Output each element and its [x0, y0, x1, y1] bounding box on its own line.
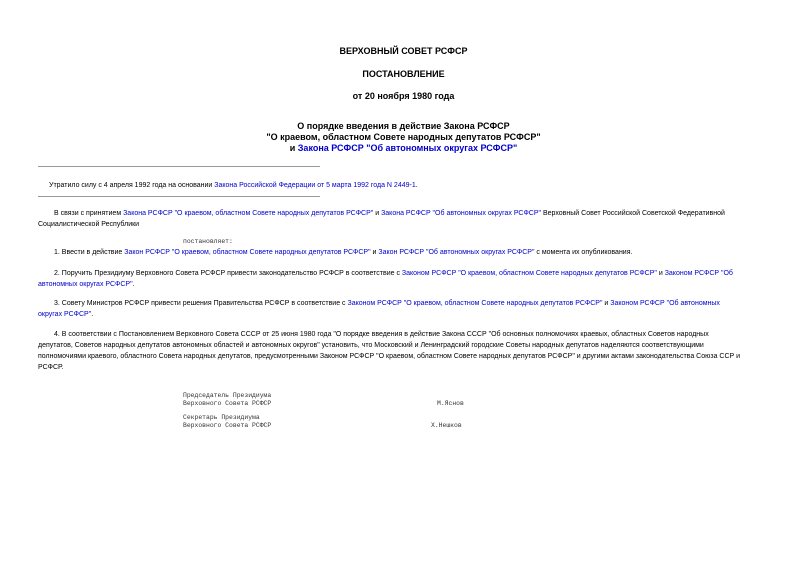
item-3-law-link-2-cont[interactable]: округах РСФСР" — [38, 311, 92, 318]
item-4-line2: депутатов, Советов народных депутатов автономных областей и автономных округов" установить, что Московский и Ленинградский городские Советы народных депутатов наделяются соответствующими — [38, 342, 704, 349]
item-2-and: и — [656, 270, 665, 277]
item-3-law-link-2[interactable]: Законом РСФСР "Об автономных — [610, 300, 720, 307]
item-1-text-end: с момента их опубликования. — [534, 249, 633, 256]
item-2-text: 2. Поручить Президиуму Верховного Совета РСФСР привести законодательство РСФСР в соответствие с — [54, 270, 402, 277]
preamble-line2: Социалистической Республики — [38, 221, 140, 228]
item-3-text: 3. Совету Министров РСФСР привести решения Правительства РСФСР в соответствие с — [54, 300, 348, 307]
preamble-law-link-1[interactable]: Закона РСФСР "О краевом, областном Совете народных депутатов РСФСР" — [123, 210, 374, 217]
item-1-law-link-2[interactable]: Закон РСФСР "Об автономных округах РСФСР" — [378, 249, 535, 256]
postanovlyaet: постановляет: — [183, 238, 233, 245]
preamble-and: и — [373, 210, 382, 217]
title-prefix: и — [289, 143, 298, 153]
preamble-text: В связи с принятием — [54, 210, 124, 217]
repeal-note-text: Утратило силу с 4 апреля 1992 года на основании — [49, 182, 215, 189]
signature-chairman-title-1: Председатель Президиума — [183, 392, 272, 399]
item-1 — [38, 247, 771, 258]
item-4-line1: 4. В соответствии с Постановлением Верховного Совета СССР от 25 июня 1980 года "О порядке введения в действие Закона СССР "Об основных полномочиях краевых, областных Советов народных — [54, 331, 709, 338]
item-2 — [38, 268, 771, 290]
item-1-law-link-1[interactable]: Закон РСФСР "О краевом, областном Совете народных депутатов РСФСР" — [124, 249, 371, 256]
title-law-link[interactable]: Закона РСФСР "Об автономных округах РСФСР" — [297, 143, 518, 153]
preamble-law-link-2[interactable]: Закона РСФСР "Об автономных округах РСФСР" — [381, 210, 542, 217]
preamble-text-end: Верховный Совет Российской Советской Федеративной — [541, 210, 725, 217]
repeal-law-link[interactable]: Закона Российской Федерации от 5 марта 1992 года N 2449-1 — [214, 182, 416, 189]
item-3-end: . — [91, 311, 94, 318]
item-4-line3: полномочиями краевого, областного Совета народных депутатов, предусмотренными Законом РСФСР "О краевом, областном Совете народных депутатов РСФСР" и другими актами законодательства Союза ССР и — [38, 353, 741, 360]
item-1-and: и — [370, 249, 379, 256]
document-title-line3 — [0, 143, 807, 153]
signature-secretary-name: Х.Нешков — [431, 422, 462, 429]
document-type: ПОСТАНОВЛЕНИЕ — [362, 69, 445, 79]
document-title-line2: "О краевом, областном Совете народных депутатов РСФСР" — [266, 132, 541, 142]
item-4 — [38, 329, 771, 373]
item-2-end: . — [132, 281, 135, 288]
item-4-line4: РСФСР. — [38, 364, 64, 371]
divider-top — [38, 166, 320, 167]
item-2-law-link-2[interactable]: Законом РСФСР "Об — [664, 270, 733, 277]
divider-bottom — [38, 196, 320, 197]
repeal-note — [38, 180, 782, 191]
signature-secretary-title-2: Верховного Совета РСФСР — [183, 422, 272, 429]
item-2-law-link-1[interactable]: Законом РСФСР "О краевом, областном Совете народных депутатов РСФСР" — [401, 270, 657, 277]
signature-secretary-title-1: Секретарь Президиума — [183, 414, 260, 421]
preamble — [38, 208, 771, 230]
item-3-law-link-1[interactable]: Законом РСФСР "О краевом, областном Совете народных депутатов РСФСР" — [347, 300, 603, 307]
signature-chairman-name: М.Яснов — [437, 400, 464, 407]
issuer-name: ВЕРХОВНЫЙ СОВЕТ РСФСР — [339, 46, 468, 56]
item-3-and: и — [602, 300, 611, 307]
document-date: от 20 ноября 1980 года — [352, 91, 455, 101]
item-3 — [38, 298, 771, 320]
item-1-text: 1. Ввести в действие — [54, 249, 125, 256]
item-2-law-link-2-cont[interactable]: автономных округах РСФСР" — [38, 281, 133, 288]
document-title-line1: О порядке введения в действие Закона РСФСР — [297, 121, 510, 131]
repeal-note-end: . — [415, 182, 418, 189]
signature-chairman-title-2: Верховного Совета РСФСР — [183, 400, 272, 407]
